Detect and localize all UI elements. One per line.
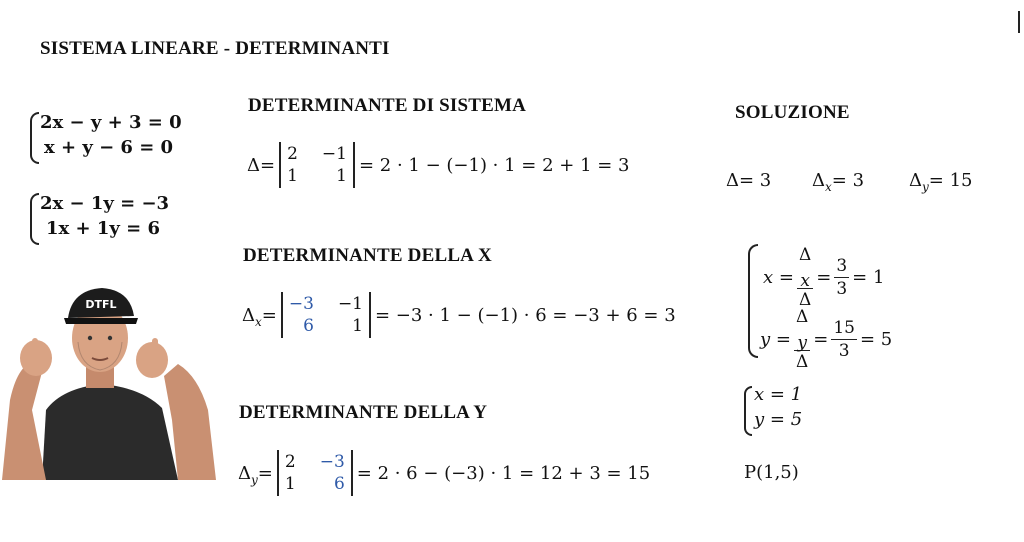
fraction-numerator bbox=[794, 306, 810, 351]
matrix-cell: −3 bbox=[288, 294, 314, 314]
heading-soluzione: SOLUZIONE bbox=[735, 102, 850, 123]
system1-eq1: 2x − y + 3 = 0 bbox=[40, 112, 182, 133]
fraction bbox=[797, 244, 813, 311]
left-eye bbox=[88, 336, 92, 340]
equals-sign: = bbox=[257, 462, 273, 484]
delta-symbol: Δ bbox=[242, 304, 255, 326]
det-y-expression bbox=[238, 450, 650, 496]
cramer-x-var: x = bbox=[763, 267, 794, 288]
delta-subscript: y bbox=[251, 472, 258, 487]
heading-det-sistema: DETERMINANTE DI SISTEMA bbox=[248, 95, 527, 116]
delta-symbol: Δ bbox=[238, 462, 251, 484]
cramer-x bbox=[763, 244, 884, 311]
text-cursor bbox=[1018, 11, 1020, 33]
equals-sign: = bbox=[816, 267, 832, 288]
delta-subscript: x bbox=[825, 180, 832, 194]
shirt bbox=[42, 384, 178, 480]
left-arm bbox=[2, 364, 46, 480]
matrix-cell: 2 bbox=[284, 452, 296, 472]
det-x-expression bbox=[242, 292, 676, 338]
fraction-numerator bbox=[797, 244, 813, 289]
cramer-y-result: = 5 bbox=[860, 329, 893, 350]
matrix-cell: −1 bbox=[321, 144, 347, 164]
heading-det-y: DETERMINANTE DELLA Y bbox=[239, 402, 488, 423]
result-y: y = 5 bbox=[754, 409, 803, 430]
solution-delta: Δ= 3 bbox=[726, 170, 772, 191]
matrix-cell: 1 bbox=[336, 166, 347, 186]
fraction-denominator: 3 bbox=[838, 341, 850, 361]
delta-y-value: = 15 bbox=[928, 170, 973, 191]
matrix-cell: 6 bbox=[303, 316, 314, 336]
det-y-matrix bbox=[277, 450, 353, 496]
solution-delta-x bbox=[812, 170, 865, 194]
cramer-x-result: = 1 bbox=[852, 267, 885, 288]
matrix-cell: −1 bbox=[337, 294, 363, 314]
solution-point: P(1,5) bbox=[744, 462, 799, 483]
fraction-numerator: 15 bbox=[833, 318, 855, 338]
left-finger bbox=[32, 338, 38, 356]
page-title: SISTEMA LINEARE - DETERMINANTI bbox=[40, 38, 390, 59]
cap-text: DTFL bbox=[85, 298, 117, 311]
equals-sign: = bbox=[261, 304, 277, 326]
det-x-calc: = −3 · 1 − (−1) · 6 = −3 + 6 = 3 bbox=[375, 304, 676, 326]
result-brace bbox=[744, 386, 752, 436]
delta-subscript: x bbox=[255, 314, 262, 329]
fraction bbox=[831, 317, 857, 362]
matrix-cell: −3 bbox=[319, 452, 345, 472]
cramer-y bbox=[760, 306, 892, 373]
delta-subscript: y bbox=[797, 333, 807, 353]
fraction bbox=[794, 306, 810, 373]
delta-symbol: Δ bbox=[812, 170, 825, 191]
system1-eq2: x + y − 6 = 0 bbox=[44, 137, 174, 158]
matrix-cell: 6 bbox=[333, 474, 345, 494]
matrix-cell: 1 bbox=[287, 166, 298, 186]
system2-eq1: 2x − 1y = −3 bbox=[40, 193, 170, 214]
presenter-image bbox=[2, 280, 216, 480]
det-x-matrix bbox=[281, 292, 371, 338]
det-y-calc: = 2 · 6 − (−3) · 1 = 12 + 3 = 15 bbox=[356, 462, 651, 484]
delta-symbol: Δ bbox=[909, 170, 922, 191]
right-eye bbox=[108, 336, 112, 340]
system2-brace bbox=[30, 193, 39, 245]
result-x: x = 1 bbox=[754, 384, 803, 405]
heading-det-x: DETERMINANTE DELLA X bbox=[243, 245, 492, 266]
fraction-denominator: 3 bbox=[836, 279, 848, 299]
equals-sign: = bbox=[813, 329, 829, 350]
delta-subscript: x bbox=[800, 271, 810, 291]
right-finger bbox=[152, 338, 158, 356]
cramer-brace bbox=[748, 244, 758, 358]
cramer-y-var: y = bbox=[760, 329, 791, 350]
system2-eq2: 1x + 1y = 6 bbox=[46, 218, 160, 239]
solution-delta-y bbox=[909, 170, 973, 194]
system1-brace bbox=[30, 112, 39, 164]
det-x-label bbox=[242, 304, 277, 329]
matrix-cell: 2 bbox=[287, 144, 298, 164]
fraction-denominator: Δ bbox=[798, 290, 812, 310]
cap-brim bbox=[64, 318, 138, 324]
matrix-cell: 1 bbox=[352, 316, 363, 336]
fraction-numerator: 3 bbox=[836, 256, 848, 276]
det-sistema-label: Δ= bbox=[247, 154, 276, 176]
det-y-label bbox=[238, 462, 273, 487]
fraction-denominator: Δ bbox=[795, 352, 809, 372]
delta-symbol: Δ bbox=[795, 307, 809, 327]
matrix-cell: 1 bbox=[284, 474, 296, 494]
delta-symbol: Δ bbox=[798, 245, 812, 265]
fraction bbox=[834, 255, 849, 300]
delta-x-value: = 3 bbox=[831, 170, 865, 191]
det-sistema-calc: = 2 · 1 − (−1) · 1 = 2 + 1 = 3 bbox=[358, 154, 630, 176]
det-sistema-expression bbox=[247, 142, 630, 188]
delta-subscript: y bbox=[922, 180, 929, 194]
det-sistema-matrix bbox=[279, 142, 355, 188]
